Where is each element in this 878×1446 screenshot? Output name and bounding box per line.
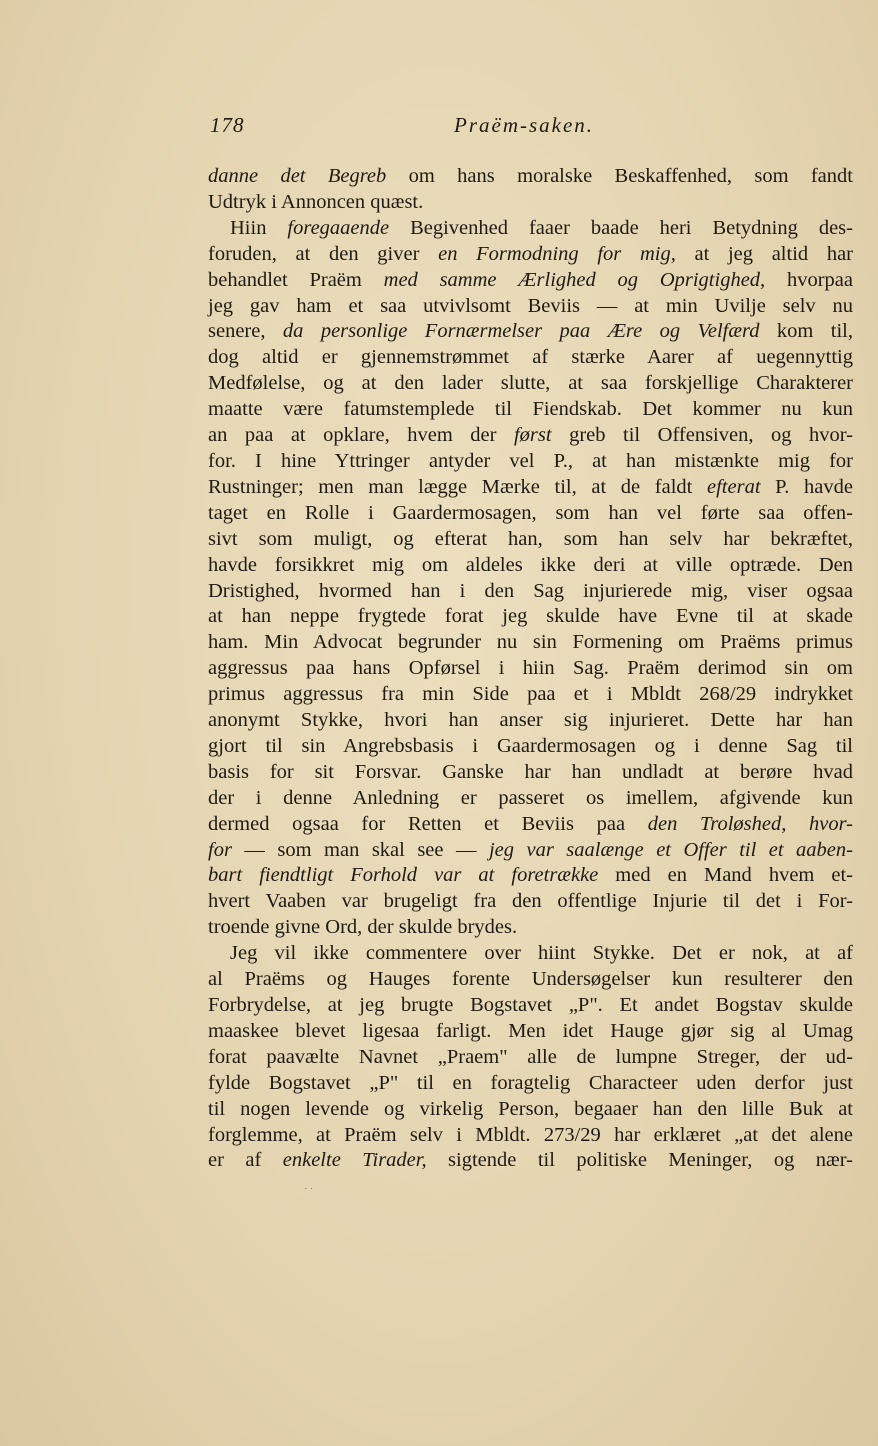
text-line <box>208 190 853 216</box>
text-line <box>208 579 853 605</box>
text-run: dog altid er gjennemstrømmet af stærke Aarer af uegennyttig <box>208 346 853 369</box>
text-line <box>208 760 853 786</box>
text-line <box>208 242 853 268</box>
text-line <box>208 1148 853 1174</box>
text-run: maatte være fatumstemplede til Fiendskab. Det kommer nu kun <box>208 398 853 421</box>
text-run: om hans moralske Beskaffenhed, som fandt <box>386 165 853 187</box>
text-line <box>208 786 853 812</box>
text-line <box>208 812 853 838</box>
text-line <box>208 656 853 682</box>
text-line <box>208 216 853 242</box>
text-run: havde forsikkret mig om aldeles ikke deri at ville optræde. Den <box>208 553 853 576</box>
text-run: kom til, <box>759 320 853 343</box>
text-line <box>208 501 853 527</box>
text-run: al Praëms og Hauges forente Undersøgelser kun resulterer den <box>208 968 853 991</box>
text-run: behandlet Praëm <box>208 268 384 291</box>
italic-emphasis: for <box>208 838 232 861</box>
text-run: anonymt Stykke, hvori han anser sig injurieret. Dette har han <box>208 709 853 732</box>
italic-emphasis: bart fiendtligt Forhold var at foretrække <box>208 864 599 887</box>
text-line <box>208 345 853 371</box>
text-run: jeg gav ham et saa utvivlsomt Beviis — at min Uvilje selv nu <box>208 294 853 317</box>
text-line <box>208 734 853 760</box>
text-line <box>208 397 853 423</box>
italic-emphasis: enkelte Tirader, <box>282 1149 427 1172</box>
italic-emphasis: da personlige Fornærmelser paa Ære og Velfærd <box>282 320 760 343</box>
text-line <box>208 1019 853 1045</box>
text-run: an paa at opklare, hvem der <box>208 424 514 447</box>
text-run: basis for sit Forsvar. Ganske har han undladt at berøre hvad <box>208 760 853 783</box>
text-run: hvert Vaaben var brugeligt fra den offentlige Injurie til det i For- <box>208 890 853 913</box>
text-run: Jeg vil ikke commentere over hiint Stykke. Det er nok, at af <box>230 942 853 965</box>
text-run: Hiin <box>230 216 288 239</box>
text-run: hvorpaa <box>765 268 853 291</box>
text-run: aggressus paa hans Opførsel i hiin Sag. Praëm derimod sin om <box>208 657 853 680</box>
italic-emphasis: den Troløshed, hvor- <box>647 812 853 835</box>
text-run: foruden, at den giver <box>208 242 439 265</box>
text-line <box>208 993 853 1019</box>
text-line <box>208 1123 853 1149</box>
text-line <box>208 915 853 941</box>
running-header <box>210 113 851 145</box>
text-run: taget en Rolle i Gaardermosagen, som han vel førte saa offen- <box>208 501 853 524</box>
text-line <box>208 268 853 294</box>
text-line <box>208 371 853 397</box>
text-run: Rustninger; men man lægge Mærke til, at de faldt <box>208 475 707 498</box>
text-run: Dristighed, hvormed han i den Sag injurierede mig, viser ogsaa <box>208 579 853 602</box>
text-line <box>208 682 853 708</box>
text-line <box>208 294 853 320</box>
text-line <box>208 967 853 993</box>
italic-emphasis: en Formodning for mig, <box>438 242 676 265</box>
text-run: ham. Min Advocat begrunder nu sin Formening om Praëms primus <box>208 631 853 654</box>
text-line <box>208 889 853 915</box>
text-run: primus aggressus fra min Side paa et i Mbldt 268/29 indrykket <box>208 683 853 706</box>
text-run: Medfølelse, og at den lader slutte, at saa forskjellige Charakterer <box>208 372 853 395</box>
italic-emphasis: først <box>513 424 552 447</box>
text-line <box>208 1045 853 1071</box>
text-run: senere, <box>208 320 283 343</box>
text-line <box>208 475 853 501</box>
text-run: at han neppe frygtede forat jeg skulde have Evne til at skade <box>208 605 853 628</box>
text-run: greb til Offensiven, og hvor- <box>551 424 853 447</box>
text-run: med en Mand hvem et- <box>598 864 853 887</box>
text-line <box>208 1071 853 1097</box>
text-line <box>208 553 853 579</box>
text-run: forglemme, at Praëm selv i Mbldt. 273/29 har erklæret „at det alene <box>208 1123 853 1146</box>
italic-emphasis: med samme Ærlighed og Oprigtighed, <box>383 268 766 291</box>
text-run: til nogen levende og virkelig Person, begaaer han den lille Buk at <box>208 1097 853 1120</box>
text-run: er af <box>208 1149 283 1172</box>
text-line <box>208 630 853 656</box>
text-run: Begivenhed faaer baade heri Betydning des- <box>389 216 853 239</box>
text-line <box>208 863 853 889</box>
text-line <box>208 527 853 553</box>
text-run: — som man skal see — <box>231 838 489 861</box>
text-run: at jeg altid har <box>675 242 853 265</box>
text-line <box>208 604 853 630</box>
text-run: Forbrydelse, at jeg brugte Bogstavet „P". Et andet Bogstav skulde <box>208 994 853 1016</box>
text-line <box>208 449 853 475</box>
page-number: 178 <box>210 113 245 137</box>
text-run: dermed ogsaa for Retten et Beviis paa <box>208 812 648 835</box>
text-line <box>208 1097 853 1123</box>
body-text <box>208 164 853 1174</box>
text-run: gjort til sin Angrebsbasis i Gaardermosagen og i denne Sag til <box>208 734 853 757</box>
running-title: Praëm-saken. <box>454 113 595 137</box>
italic-emphasis: efterat <box>707 475 761 498</box>
text-run: sigtende til politiske Meninger, og nær- <box>426 1149 853 1172</box>
text-run: der i denne Anledning er passeret os imellem, afgivende kun <box>208 786 853 809</box>
text-run: Udtryk i Annoncen quæst. <box>208 190 424 213</box>
text-run: forat paavælte Navnet „Praem" alle de lumpne Streger, der ud- <box>208 1045 853 1068</box>
italic-emphasis: danne det Begreb <box>208 165 387 187</box>
text-run: for. I hine Yttringer antyder vel P., at han mistænkte mig for <box>208 449 853 472</box>
text-run: troende givne Ord, der skulde brydes. <box>208 916 518 939</box>
text-line <box>208 164 853 190</box>
text-line <box>208 319 853 345</box>
text-run: sivt som muligt, og efterat han, som han selv har bekræftet, <box>208 527 853 550</box>
text-line <box>208 941 853 967</box>
text-run: P. havde <box>760 475 854 498</box>
text-line <box>208 838 853 864</box>
italic-emphasis: foregaaende <box>287 216 390 239</box>
text-run: maaskee blevet ligesaa farligt. Men idet Hauge gjør sig al Umag <box>208 1019 853 1042</box>
ink-smudge: · · <box>304 1184 314 1195</box>
italic-emphasis: jeg var saalænge et Offer til et aaben- <box>488 838 853 861</box>
text-line <box>208 423 853 449</box>
text-line <box>208 708 853 734</box>
text-run: fylde Bogstavet „P" til en foragtelig Characteer uden derfor just <box>208 1071 853 1094</box>
